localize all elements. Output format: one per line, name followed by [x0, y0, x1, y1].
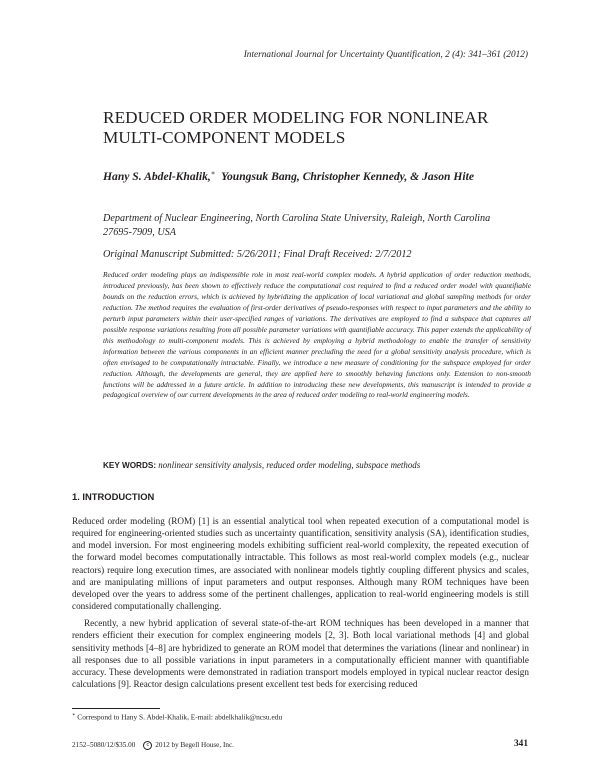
keywords-list: nonlinear sensitivity analysis, reduced order modeling, subspace methods [158, 460, 421, 470]
title-line-1: REDUCED ORDER MODELING FOR NONLINEAR [103, 108, 489, 127]
section-heading: 1. INTRODUCTION [72, 491, 155, 502]
author-2: Youngsuk Bang, [221, 169, 300, 183]
paragraph-1: Reduced order modeling (ROM) [1] is an essential analytical tool when repeated execution of a computational model is required for engineering-oriented studies such as uncertainty quantification, sensitivity analysis (SA), identification studies, and model inversion. For most engineering models exhibiting sufficient real-world complexity, the repeated execution of the forward model becomes computationally intractable. This follows as most real-world complex models (e.g., nuclear reactors) require long execution times, are associated with nonlinear models tightly coupling different physics and scales, and are manipulating millions of input parameters and output responses. Although many ROM techniques have been developed over the years to address some of the pertinent challenges, application to real-world engineering models is still considered computationally challenging. [72, 516, 529, 612]
journal-running-head: International Journal for Uncertainty Quantification, 2 (4): 341–361 (2012) [243, 50, 528, 60]
page-number: 341 [513, 739, 528, 749]
footnote [72, 712, 282, 721]
abstract: Reduced order modeling plays an indispensible role in most real-world complex models. A hybrid application of order reduction methods, introduced previously, has been shown to effectively reduce the computational cost required to find a reduced order model with quantifiable bounds on the reduction errors, which is achieved by hybridizing the application of local variational and global sampling methods for order reduction. The method requires the evaluation of first-order derivatives of pseudo-responses with respect to input parameters and the ability to perturb input parameters within their user-specified ranges of variations. The derivatives are employed to find a subspace that captures all possible response variations resulting from all possible parameter variations with quantifiable accuracy. This paper extends the applicability of this methodology to multi-component models. This is achieved by employing a hybrid methodology to enable the transfer of sensitivity information between the various components in an efficient manner precluding the need for a global sensitivity analysis procedure, which is often envisaged to be computationally intractable. Finally, we introduce a new measure of conditioning for the subspace employed for order reduction. Although, the developments are general, they are applied here to smoothly behaving functions only. Extension to non-smooth functions will be addressed in a future article. In addition to introducing these new developments, this manuscript is intended to provide a pedagogical overview of our current developments in the area of reduced order modeling to real-world engineering models. [103, 270, 531, 400]
author-separator: & [410, 169, 420, 183]
author-list [103, 166, 543, 184]
copyright-icon: c [143, 741, 152, 750]
author-4: Jason Hite [422, 169, 474, 183]
footer-left [72, 741, 234, 750]
manuscript-dates: Original Manuscript Submitted: 5/26/2011; Final Draft Received: 2/7/2012 [103, 249, 412, 260]
issn-price: 2152–5080/12/$35.00 [72, 741, 136, 750]
keywords [103, 460, 543, 470]
title-line-2: MULTI-COMPONENT MODELS [103, 128, 346, 147]
footnote-divider [72, 708, 160, 709]
corresponding-author-mark: ∗ [210, 169, 216, 177]
author-1: Hany S. Abdel-Khalik, [103, 169, 211, 183]
affiliation-line-2: 27695-7909, USA [103, 226, 177, 238]
affiliation [103, 212, 543, 239]
affiliation-line-1: Department of Nuclear Engineering, North Carolina State University, Raleigh, North Carolina [103, 213, 491, 224]
copyright-text: 2012 by Begell House, Inc. [155, 741, 234, 750]
section-body [72, 515, 529, 690]
keywords-label: KEY WORDS: [103, 461, 157, 470]
paper-title [103, 108, 543, 148]
footnote-mark: ∗ [72, 713, 76, 718]
footnote-text: Correspond to Hany S. Abdel-Khalik, E-mail: abdelkhalik@ncsu.edu [77, 712, 283, 722]
paragraph-2: Recently, a new hybrid application of several state-of-the-art ROM techniques has been developed in a manner that renders efficient their execution for complex engineering models [2, 3]. Both local variational methods [4] and global sensitivity methods [4–8] are hybridized to generate an ROM model that determines the variations (linear and nonlinear) in all responses due to all possible variations in input parameters in a computationally efficient manner with quantifiable accuracy. These developments were demonstrated in radiation transport models employed in typical nuclear reactor design calculations [9]. Reactor design calculations present excellent test beds for exercising reduced [72, 618, 529, 690]
author-3: Christopher Kennedy, [302, 169, 408, 183]
